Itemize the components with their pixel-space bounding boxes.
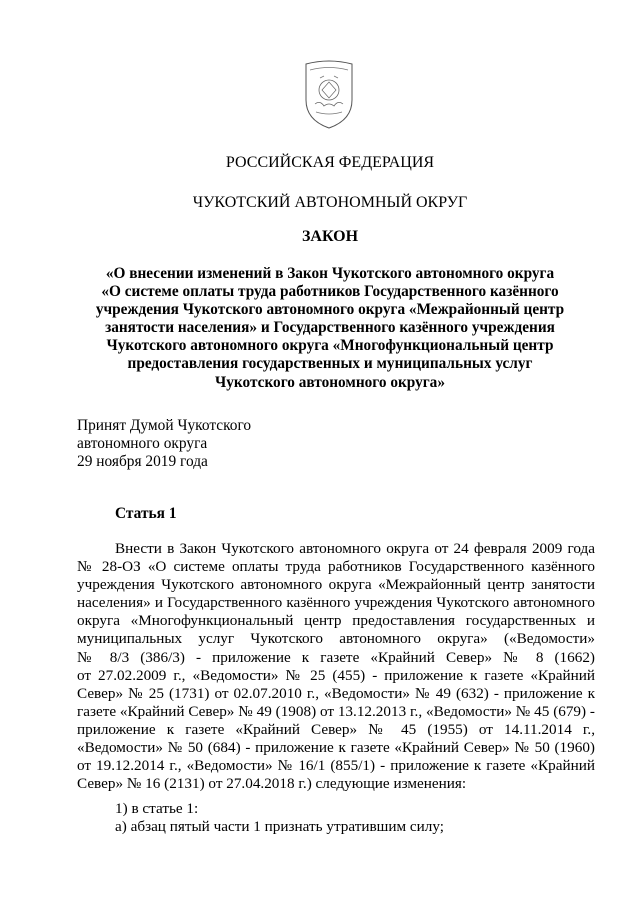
- title-line: Чукотского автономного округа»: [215, 373, 445, 391]
- amendment-items: [115, 800, 444, 837]
- federation-heading: РОССИЙСКАЯ ФЕДЕРАЦИЯ: [225, 154, 435, 171]
- title-line: учреждения Чукотского автономного округа «Межрайонный центр: [95, 301, 565, 319]
- body-line: округа «Многофункциональный центр предоставления государственных и: [77, 612, 595, 630]
- adoption-line: автономного округа: [77, 435, 208, 453]
- title-line: Чукотского автономного округа «Многофункциональный центр: [106, 337, 554, 355]
- body-line: муниципальных услуг Чукотского автономного округа» («Ведомости»: [77, 630, 595, 648]
- list-item: а) абзац пятый части 1 признать утратившим силу;: [115, 818, 444, 836]
- body-line: № 28-ОЗ «О системе оплаты труда работников Государственного казённого: [77, 558, 595, 576]
- title-line: предоставления государственных и муниципальных услуг: [127, 355, 533, 373]
- body-line: от 27.02.2009 г., «Ведомости» № 25 (455) - приложение к газете «Крайний: [77, 666, 595, 684]
- body-line: газете «Крайний Север» № 49 (1908) от 13.12.2013 г., «Ведомости» № 45 (679) -: [77, 702, 595, 720]
- article-heading: Статья 1: [115, 505, 177, 522]
- adoption-date: 29 ноября 2019 года: [77, 453, 208, 471]
- body-line: учреждения Чукотского автономного округа «Межрайонный центр занятости: [77, 576, 595, 594]
- body-line: Внести в Закон Чукотского автономного округа от 24 февраля 2009 года: [115, 540, 595, 557]
- body-line: «Ведомости» № 50 (684) - приложение к газете «Крайний Север» № 50 (1960): [77, 739, 595, 757]
- adoption-info: [77, 417, 251, 472]
- title-line: занятости населения» и Государственного казённого учреждения: [105, 319, 555, 337]
- body-line: Север» № 25 (1731) от 02.07.2010 г., «Ведомости» № 49 (632) - приложение к: [77, 684, 595, 702]
- body-line: Север» № 16 (2131) от 27.04.2018 г.) следующие изменения:: [77, 775, 467, 793]
- okrug-heading: ЧУКОТСКИЙ АВТОНОМНЫЙ ОКРУГ: [192, 194, 468, 211]
- law-title: [75, 265, 585, 392]
- list-item: 1) в статье 1:: [115, 800, 199, 817]
- body-line: № 8/3 (386/3) - приложение к газете «Крайний Север» № 8 (1662): [77, 648, 595, 666]
- body-line: приложение к газете «Крайний Север» № 45 (1955) от 14.11.2014 г.,: [77, 720, 595, 738]
- document-type-heading: ЗАКОН: [301, 228, 359, 245]
- title-line: «О внесении изменений в Закон Чукотского автономного округа: [105, 265, 555, 282]
- coat-of-arms-icon: [302, 56, 356, 132]
- article-body: [77, 540, 595, 793]
- title-line: «О системе оплаты труда работников Государственного казённого: [101, 283, 559, 301]
- body-line: населения» и Государственного казённого учреждения Чукотского автономного: [77, 594, 595, 612]
- body-line: от 19.12.2014 г., «Ведомости» № 16/1 (855/1) - приложение к газете «Крайний: [77, 757, 595, 775]
- adoption-line: Принят Думой Чукотского: [77, 417, 252, 434]
